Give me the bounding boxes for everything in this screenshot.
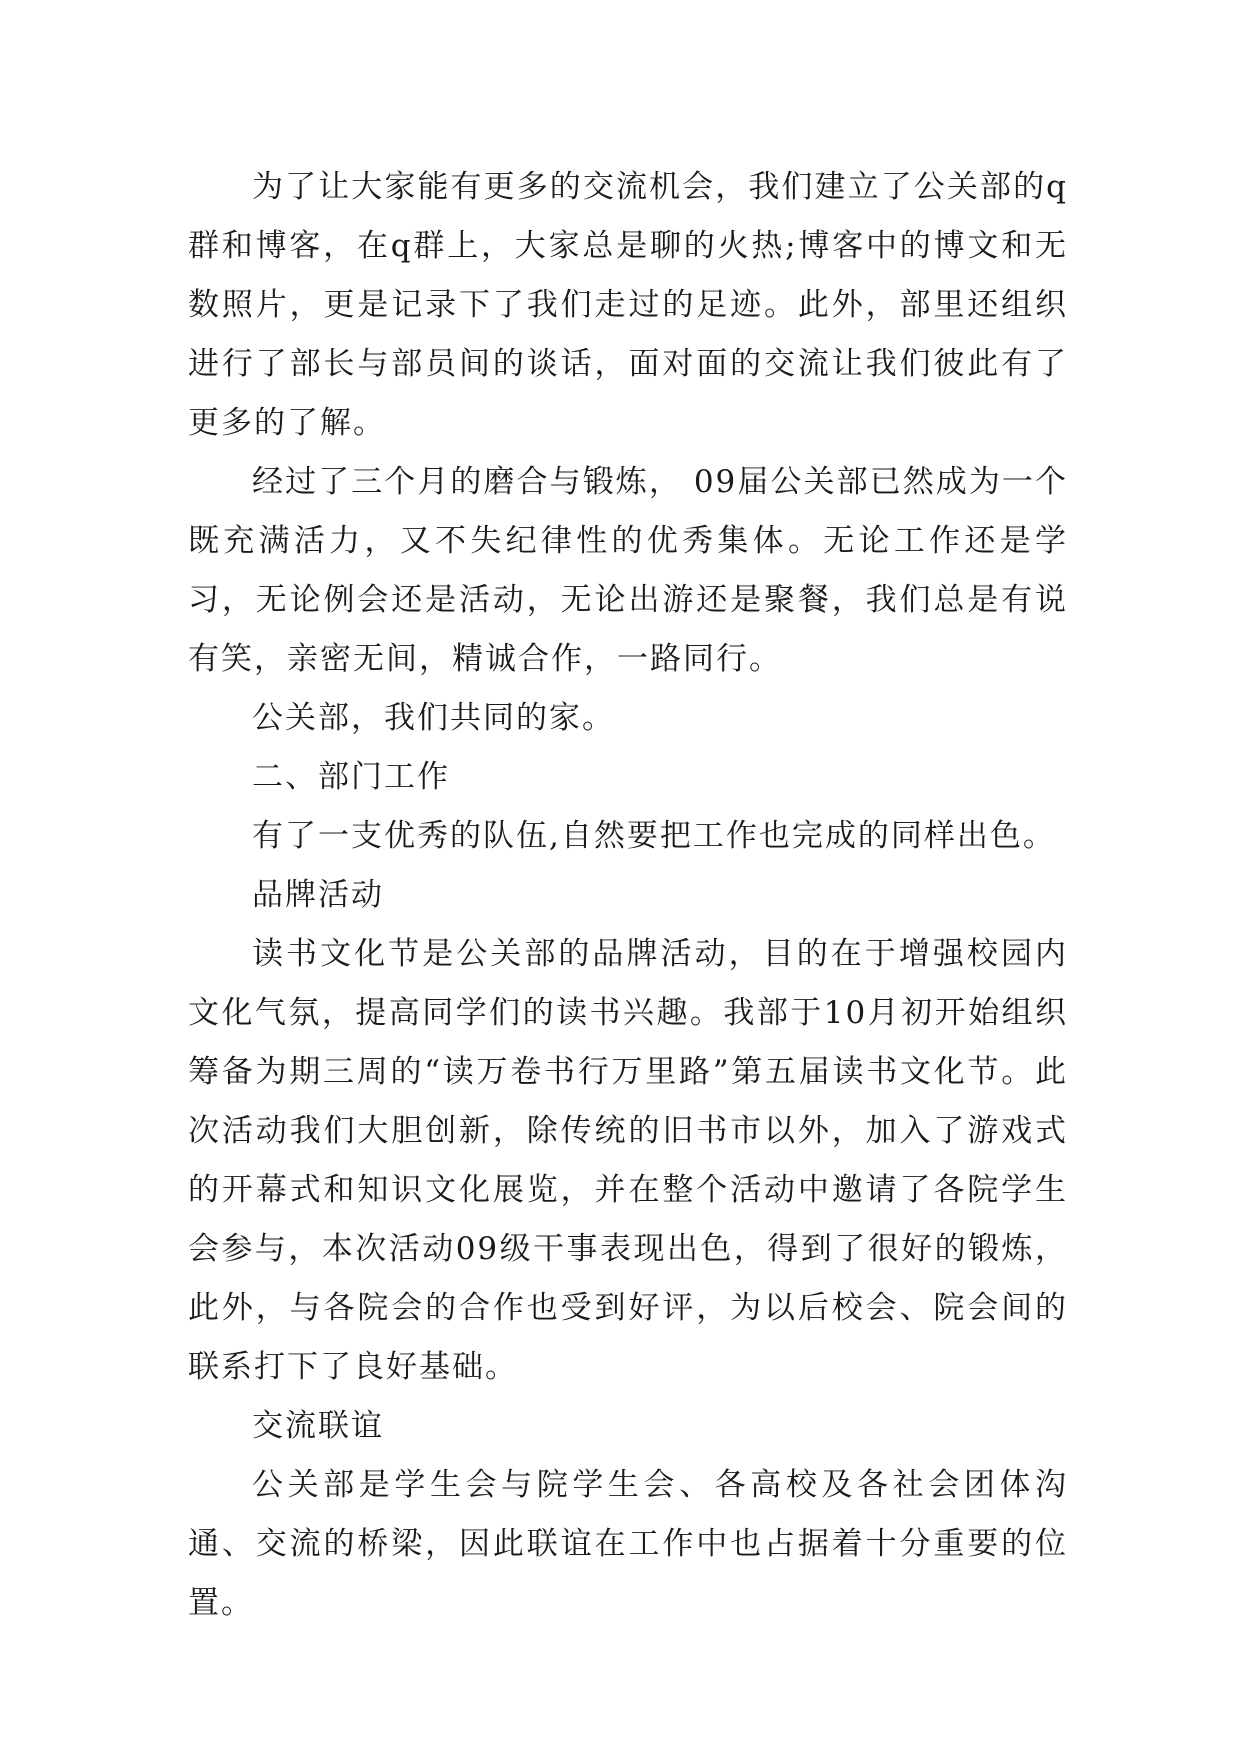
paragraph-reading-festival: 读书文化节是公关部的品牌活动，目的在于增强校园内文化气氛，提高同学们的读书兴趣。我部于10月初开始组织筹备为期三周的“读万卷书行万里路”第五届读书文化节。此次活动我们大胆创新，除传统的旧书市以外，加入了游戏式的开幕式和知识文化展览，并在整个活动中邀请了各院学生会参与，本次活动09级干事表现出色，得到了很好的锻炼，此外，与各院会的合作也受到好评，为以后校会、院会间的联系打下了良好基础。: [188, 936, 1068, 1385]
paragraph-communication: 为了让大家能有更多的交流机会，我们建立了公关部的q群和博客，在q群上，大家总是聊的火热;博客中的博文和无数照片，更是记录下了我们走过的足迹。此外，部里还组织进行了部长与部员间的谈话，面对面的交流让我们彼此有了更多的了解。: [188, 169, 1068, 441]
paragraph-our-home: 公关部，我们共同的家。: [252, 700, 615, 736]
subheading-brand-activities: 品牌活动: [252, 877, 384, 913]
subheading-exchange: 交流联谊: [252, 1408, 384, 1444]
document-body: [188, 158, 1068, 1633]
section-heading-department-work: 二、部门工作: [252, 759, 450, 795]
paragraph-bridge: 公关部是学生会与院学生会、各高校及各社会团体沟通、交流的桥梁，因此联谊在工作中也占据着十分重要的位置。: [188, 1467, 1068, 1621]
paragraph-excellent-team: 有了一支优秀的队伍,自然要把工作也完成的同样出色。: [252, 818, 1056, 854]
paragraph-three-months: 经过了三个月的磨合与锻炼， 09届公关部已然成为一个既充满活力，又不失纪律性的优秀集体。无论工作还是学习，无论例会还是活动，无论出游还是聚餐，我们总是有说有笑，亲密无间，精诚合作，一路同行。: [188, 464, 1068, 677]
